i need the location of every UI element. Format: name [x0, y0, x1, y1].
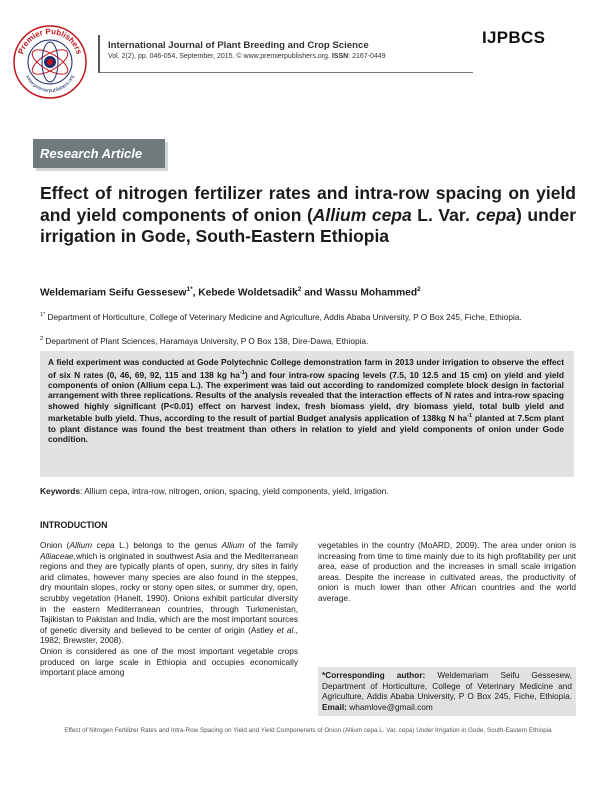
abstract-sup-2: -1 [467, 413, 473, 420]
title-variety: cepa [470, 204, 516, 225]
article-type-badge [33, 139, 165, 168]
publisher-logo [10, 22, 90, 102]
para1-italic-3: Alliaceae [40, 550, 74, 561]
journal-info [108, 53, 473, 60]
affiliation-2-text: Department of Plant Sciences, Haramaya University, P O Box 138, Dire-Dawa, Ethiopia. [43, 335, 369, 346]
para1-text-5: ., 1982; Brewster, 2008). [40, 624, 298, 646]
affiliation-1 [40, 310, 580, 322]
affiliation-2 [40, 334, 580, 346]
abstract-sup-1: -1 [239, 369, 245, 376]
para1-text-1: Onion ( [40, 540, 70, 550]
abstract-box [40, 351, 574, 477]
corresponding-author-box [318, 667, 576, 716]
body-column-left [40, 540, 298, 678]
journal-name: International Journal of Plant Breeding and Crop Science [108, 40, 369, 51]
author-2: , Kebede Woldetsadik [192, 287, 298, 299]
logo-url-text: www.premierpublishers.org [24, 74, 76, 95]
author-2-sup: 2 [297, 286, 302, 293]
para1-text-3: of the family [244, 540, 298, 550]
keywords-label: Keywords [40, 486, 81, 496]
paragraph-onion-area: vegetables in the country (MoARD, 2009). The area under onion is increasing from time to time mainly due to its high profitability per unit area, ease of production and the increases in small scale irrigation areas. Despite the increase in cultivated areas, the productivity of onion is much lower than other African countries and the world average. [318, 540, 576, 603]
title-dot: . [465, 204, 471, 225]
author-list [40, 286, 580, 298]
abstract-part-3: planted at 7.5cm plant to plant distance was found the best treatment than others in relation to yield and yield components of onion under Gode condition. [48, 413, 564, 445]
keywords [40, 486, 580, 496]
affiliation-1-sup: 1* [40, 312, 46, 318]
author-3: and Wassu Mohammed [301, 287, 418, 299]
title-text-3: ) under irrigation in Gode, South-Eastern Ethiopia [40, 204, 577, 246]
para1-italic-1: Allium cepa [69, 540, 115, 550]
para1-text-2: L.) belongs to the genus [114, 540, 222, 550]
paragraph-onion-ethiopia: Onion is considered as one of the most important vegetable crops produced on large scale in Ethiopia and occupies economically important place among [40, 645, 298, 678]
corresponding-label: *Corresponding author: [322, 670, 426, 680]
author-1-sup: 1* [186, 286, 193, 293]
article-type-label: Research Article [40, 146, 143, 161]
author-1: Weldemariam Seifu Gessesew [40, 287, 187, 299]
page-footer: Effect of Nitrogen Fertilizer Rates and Intra-Row Spacing on Yield and Yield Componenets of Onion (Allium cepa L. Var. cepa) Under Irrigation in Gode, South-Eastern Ethiopia [64, 727, 552, 734]
issn-value: : 2167-0449 [348, 53, 386, 60]
corresponding-text: Weldemariam Seifu Gessesew, Department of Horticulture, College of Veterinary Medicine and Agriculture, Addis Ababa University, P O Box 245, Fiche, Ethiopia. [322, 670, 572, 702]
para1-italic-2: Allium [221, 540, 245, 550]
affiliation-2-sup: 2 [40, 336, 44, 342]
email-address[interactable]: whamlove@gmail.com [346, 701, 433, 712]
journal-header [98, 35, 473, 73]
body-column-right [318, 540, 576, 604]
para1-text-4: ,which is originated in southwest Asia and the Mediterranean regions and they are typically plants of open, sunny, dry sites in fairly arid climates, however many species are also found in the steppes, dry mountain slopes, rocky or stony open sites, or summer dry, open, scrubby vegetation (Hanelt, 1990). Onions exhibit particular diversity in the eastern Mediterranean countries, through Turkmenistan, Tajikistan to Pakistan and India, which are the most important sources of genetic diversity and believed to be center of origin (Astley [40, 550, 298, 635]
svg-text:Premier Publishers [16, 27, 84, 56]
journal-volume: Vol. 2(2), pp. 046-054, September, 2015. © www.premierpublishers.org. [108, 53, 330, 60]
keywords-list: : Allium cepa, intra-row, nitrogen, onion, spacing, yield components, yield, irrigation. [80, 486, 389, 496]
abstract-part-1: A field experiment was conducted at Gode Polytechnic College demonstration farm in 2013 under irrigation to observe the effect of six N rates (0, 46, 69, 92, 115 and 138 kg ha [48, 357, 564, 380]
abstract-part-2: ) and four intra-row spacing levels (7.5, 10 12.5 and 15 cm) on yield and yield components of onion (Allium cepa L.). The experiment was laid out according to randomized complete block design in factorial arrangement with three replications. Results of the analysis revealed that the interaction effects of N rates and intra-row spacing showed highly significant (P<0.01) effect on harvest index, fresh biomass yield, dry biomass yield, total bulb yield and marketable bulb yield. Thus, according to the result of partial Budget analysis application of 138kg N ha [48, 369, 564, 424]
email-label: Email: [322, 701, 347, 712]
title-species: Allium cepa [312, 204, 412, 225]
logo-name-text: Premier Publishers [16, 26, 84, 56]
para1-italic-4: et al [276, 624, 294, 635]
section-heading-introduction: INTRODUCTION [40, 520, 108, 530]
abstract-text [48, 357, 564, 445]
author-3-sup: 2 [417, 286, 421, 293]
journal-abbrev: IJPBCS [482, 28, 546, 47]
article-title [40, 183, 576, 248]
title-text-1: Effect of nitrogen fertilizer rates and intra-row spacing on yield and yield components of onion ( [40, 183, 576, 225]
title-text-2: L. Var [411, 204, 466, 225]
issn-label: ISSN [331, 53, 349, 60]
affiliation-1-text: Department of Horticulture, College of Veterinary Medicine and Agriculture, Addis Ababa University, P O Box 245, Fiche, Ethiopia. [45, 311, 522, 322]
paragraph-onion-origin [40, 540, 298, 646]
